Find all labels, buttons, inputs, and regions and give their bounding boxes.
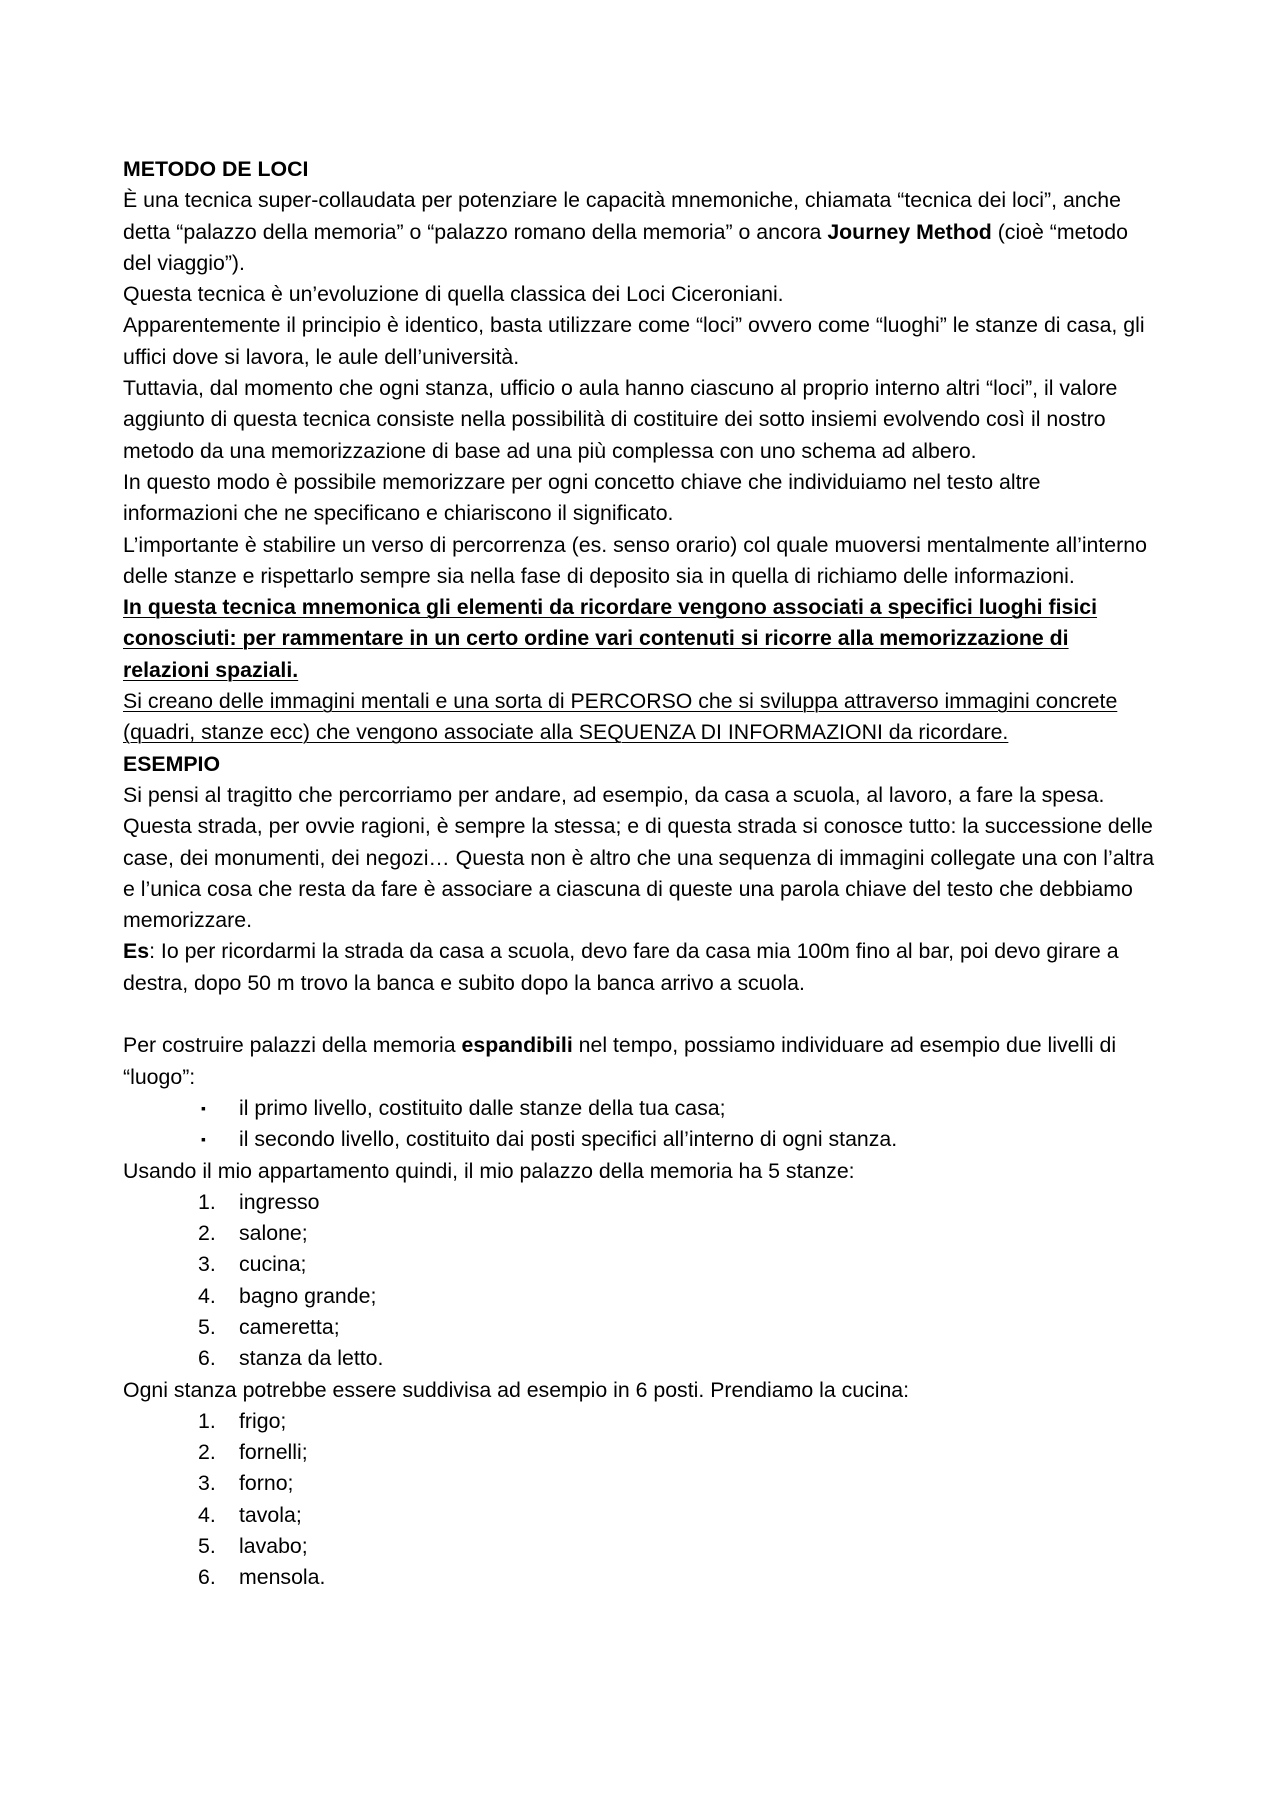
intro-text-2: (cioè “metodo del viaggio”).: [123, 219, 1128, 275]
list-item-text: lavabo;: [239, 1534, 308, 1559]
expandable-paragraph: [123, 1030, 1160, 1093]
list-item-text: salone;: [239, 1221, 308, 1246]
list-item-text: cucina;: [239, 1252, 307, 1277]
mental-images-note: Si creano delle immagini mentali e una sorta di PERCORSO che si sviluppa attraverso immagini concrete (quadri, stanze ecc) che vengono associate alla SEQUENZA DI INFORMAZIONI da ricordare.: [123, 689, 1118, 745]
list-item: [123, 1468, 1160, 1499]
list-item: [123, 1124, 1160, 1155]
es-paragraph: [123, 936, 1160, 999]
example-heading: ESEMPIO: [123, 751, 221, 776]
list-number: 1.: [198, 1408, 216, 1433]
list-item: [123, 1312, 1160, 1343]
list-item-text: mensola.: [239, 1565, 326, 1590]
paragraph: L’importante è stabilire un verso di percorrenza (es. senso orario) col quale muoversi mentalmente all’interno delle stanze e rispettarlo sempre sia nella fase di deposito sia in quella di richiamo delle informazioni.: [123, 532, 1147, 588]
list-item: [123, 1281, 1160, 1312]
list-item-text: frigo;: [239, 1408, 287, 1433]
list-number: 2.: [198, 1221, 216, 1246]
rooms-list: [123, 1187, 1160, 1375]
list-item-text: ingresso: [239, 1189, 320, 1214]
list-number: 1.: [198, 1189, 216, 1214]
list-number: 6.: [198, 1565, 216, 1590]
list-number: 4.: [198, 1502, 216, 1527]
paragraph: In questo modo è possibile memorizzare per ogni concetto chiave che individuiamo nel testo altre informazioni che ne specificano e chiariscono il significato.: [123, 469, 1041, 526]
paragraph: Apparentemente il principio è identico, basta utilizzare come “loci” ovvero come “luoghi” le stanze di casa, gli uffici dove si lavora, le aule dell’università.: [123, 313, 1145, 369]
list-item-text: tavola;: [239, 1502, 302, 1527]
list-number: 3.: [198, 1252, 216, 1277]
list-item-text: bagno grande;: [239, 1283, 377, 1308]
list-item: [123, 1531, 1160, 1562]
example-text: Si pensi al tragitto che percorriamo per andare, ad esempio, da casa a scuola, al lavoro, a fare la spesa. Questa strada, per ovvie ragioni, è sempre la stessa; e di questa strada si conosce tutto: la successione delle case, dei monumenti, dei negozi… Questa non è altro che una sequenza di immagini collegate una con l’altra e l’unica cosa che resta da fare è associare a ciascuna di queste una parola chiave del testo che debbiamo memorizzare.: [123, 782, 1155, 933]
intro-paragraph: [123, 185, 1160, 279]
list-item: [123, 1343, 1160, 1374]
list-number: 3.: [198, 1471, 216, 1496]
list-number: 4.: [198, 1283, 216, 1308]
list-item: [123, 1187, 1160, 1218]
kitchen-intro: Ogni stanza potrebbe essere suddivisa ad esempio in 6 posti. Prendiamo la cucina:: [123, 1377, 910, 1402]
list-number: 5.: [198, 1534, 216, 1559]
list-item-text: cameretta;: [239, 1314, 340, 1339]
apartment-intro: Usando il mio appartamento quindi, il mio palazzo della memoria ha 5 stanze:: [123, 1158, 855, 1183]
list-item: [123, 1406, 1160, 1437]
list-item-text: stanza da letto.: [239, 1346, 384, 1371]
list-item-text: fornelli;: [239, 1440, 308, 1465]
list-item: [123, 1218, 1160, 1249]
intro-bold: Journey Method: [827, 219, 992, 244]
list-item: [123, 1500, 1160, 1531]
list-item-text: forno;: [239, 1471, 294, 1496]
list-number: 6.: [198, 1346, 216, 1371]
list-item: [123, 1437, 1160, 1468]
paragraph: Tuttavia, dal momento che ogni stanza, ufficio o aula hanno ciascuno al proprio interno altri “loci”, il valore aggiunto di questa tecnica consiste nella possibilità di costituire dei sotto insiemi evolvendo così il nostro metodo da una memorizzazione di base ad una più complessa con uno schema ad albero.: [123, 376, 1118, 463]
levels-list: [123, 1093, 1160, 1156]
expandable-text-1: Per costruire palazzi della memoria: [123, 1033, 462, 1058]
es-label: Es: [123, 939, 150, 964]
expandable-text-2: nel tempo, possiamo individuare ad esempio due livelli di “luogo”:: [123, 1033, 1117, 1089]
es-text: : Io per ricordarmi la strada da casa a scuola, devo fare da casa mia 100m fino al bar, poi devo girare a destra, dopo 50 m trovo la banca e subito dopo la banca arrivo a scuola.: [123, 939, 1119, 995]
bullet-icon: ▪: [201, 1099, 206, 1116]
list-item-text: il primo livello, costituito dalle stanze della tua casa;: [239, 1095, 726, 1120]
bullet-icon: ▪: [201, 1131, 206, 1148]
paragraph: Questa tecnica è un’evoluzione di quella classica dei Loci Ciceroniani.: [123, 282, 784, 307]
list-item: [123, 1562, 1160, 1593]
list-item: [123, 1093, 1160, 1124]
document-title: METODO DE LOCI: [123, 157, 309, 181]
list-number: 5.: [198, 1314, 216, 1339]
list-item: [123, 1249, 1160, 1280]
document-body: [123, 154, 1160, 1594]
list-item-text: il secondo livello, costituito dai posti specifici all’interno di ogni stanza.: [239, 1127, 898, 1152]
expandable-bold: espandibili: [461, 1033, 573, 1058]
blank-line: [123, 999, 1160, 1030]
kitchen-list: [123, 1406, 1160, 1594]
list-number: 2.: [198, 1440, 216, 1465]
intro-text-1: È una tecnica super-collaudata per potenziare le capacità mnemoniche, chiamata “tecnica dei loci”, anche detta “palazzo della memoria” o “palazzo romano della memoria” o ancora: [123, 188, 1121, 244]
key-principle: In questa tecnica mnemonica gli elementi da ricordare vengono associati a specifici luoghi fisici conosciuti: per rammentare in un certo ordine vari contenuti si ricorre alla memorizzazione di relazioni spaziali.: [123, 595, 1098, 682]
